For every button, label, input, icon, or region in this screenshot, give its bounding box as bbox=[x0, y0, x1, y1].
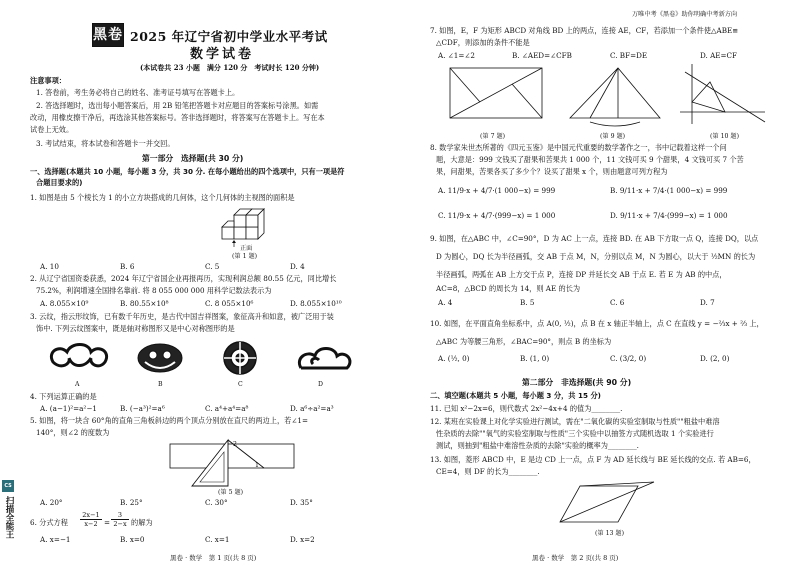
option-d: D. 7 bbox=[700, 298, 715, 307]
option-d: D. 4 bbox=[290, 262, 305, 271]
option-a: A. 8.055×10⁹ bbox=[40, 299, 89, 308]
figure-caption: (第 5 题) bbox=[218, 489, 244, 496]
option-c: C. 6 bbox=[610, 298, 625, 307]
section-one-heading: 合题目要求的) bbox=[36, 178, 83, 187]
option-c: C. (3/2, 0) bbox=[610, 354, 647, 363]
page-footer: 黑卷 · 数学 第 2 页(共 8 页) bbox=[532, 554, 619, 562]
cloud-pattern-a bbox=[51, 345, 106, 366]
question-10: 10. 如图，在平面直角坐标系中，点 A(0, ½)，点 B 在 x 轴正半轴上，点 C 在直线 y = −⅔x + ⅔ 上， bbox=[430, 319, 764, 328]
section-two-heading: 二、填空题(本题共 5 小题，每小题 3 分，共 15 分) bbox=[430, 391, 601, 400]
exam-meta: (本试卷共 23 小题 满分 120 分 考试时长 120 分钟) bbox=[140, 63, 320, 72]
part-two-heading: 第二部分 非选择题(共 90 分) bbox=[522, 378, 632, 387]
notice-line: 2. 答选择题时，选出每小题答案后，用 2B 铅笔把答题卡对应题目的答案标号涂黑。如需 bbox=[36, 101, 319, 110]
option-b: B. 80.55×10⁸ bbox=[120, 299, 169, 308]
option-c: C. 11/9·x + 4/7·(999−x) = 1 000 bbox=[438, 211, 556, 220]
scanner-tagline bbox=[0, 492, 1, 529]
option-b: B. (1, 0) bbox=[520, 354, 550, 363]
option-d: D. x=2 bbox=[290, 535, 315, 544]
figure-caption: (第 10 题) bbox=[710, 133, 740, 140]
option-b: B. (−a³)²=a⁶ bbox=[120, 404, 165, 413]
option-c: C. 5 bbox=[205, 262, 220, 271]
cloud-pattern-c bbox=[224, 342, 256, 374]
question-6: 6. 分式方程 bbox=[30, 518, 68, 527]
question-7: 7. 如图，E，F 为矩形 ABCD 对角线 BD 上的两点，连接 AE，CF，若添加一个条件使△ABE≌ bbox=[430, 26, 739, 35]
scanner-name: 扫描全能王 bbox=[4, 496, 14, 539]
option-b: B. 9/11·x + 7/4·(1 000−x) = 999 bbox=[610, 186, 728, 195]
option-label: C bbox=[238, 381, 243, 388]
part-one-heading: 第一部分 选择题(共 30 分) bbox=[142, 154, 244, 163]
option-d: D. 35° bbox=[290, 498, 313, 507]
rhombus-figure bbox=[550, 480, 660, 528]
notice-line: 改动，用橡皮擦干净后，再选涂其他答案标号。答非选择题时，将答案写在答题卡上。写在本 bbox=[30, 113, 325, 122]
question-8: 8. 数学家朱世杰所著的《四元玉鉴》是中国元代重要的数学著作之一，书中记载着这样一个问 bbox=[430, 143, 727, 152]
cloud-patterns bbox=[45, 340, 355, 380]
question-8: 题，大意是：999 文钱买了甜果和苦果共 1 000 个，11 文钱可买 9 个甜果，4 文钱可买 7 个苦 bbox=[436, 155, 744, 164]
question-7: △CDF，则添加的条件不能是 bbox=[436, 38, 530, 47]
figure-caption: (第 13 题) bbox=[595, 530, 625, 537]
option-d: D. 9/11·x + 7/4·(999−x) = 1 000 bbox=[610, 211, 728, 220]
question-9: D 为圆心，DQ 长为半径画弧，交 AB 于点 M，N，分别以点 M，N 为圆心，以大于 ½MN 的长为 bbox=[436, 252, 756, 261]
question-10: △ABC 为等腰三角形，∠BAC=90°，则点 B 的坐标为 bbox=[436, 337, 612, 346]
option-b: B. ∠AED=∠CFB bbox=[512, 51, 572, 60]
question-9: 9. 如图，在△ABC 中，∠C=90°，D 为 AC 上一点，连接 BD. 在 AB 下方取一点 Q，连接 DQ，以点 bbox=[430, 234, 759, 243]
equals-sign: = bbox=[104, 518, 111, 527]
angle-label: 2 bbox=[233, 441, 237, 448]
option-d: D. a⁶÷a²=a³ bbox=[290, 404, 334, 413]
cloud-pattern-b bbox=[138, 344, 182, 372]
figures-7-9-10 bbox=[440, 62, 770, 130]
option-c: C. 8 055×10⁶ bbox=[205, 299, 254, 308]
option-a: A. 11/9·x + 4/7·(1 000−x) = 999 bbox=[438, 186, 556, 195]
scanner-watermark bbox=[2, 480, 14, 558]
option-b: B. 25° bbox=[120, 498, 143, 507]
cloud-pattern-d bbox=[299, 349, 350, 369]
question-2: 75.2%，利润增速全国排名靠前. 将 8 055 000 000 用科学记数法表示为 bbox=[36, 286, 272, 295]
option-d: D. (2, 0) bbox=[700, 354, 730, 363]
question-11: 11. 已知 x²−2x=6，则代数式 2x²−4x+4 的值为________. bbox=[430, 404, 623, 413]
option-a: A. x=−1 bbox=[40, 535, 71, 544]
notice-line: 3. 考试结束，将本试卷和答题卡一并交回。 bbox=[36, 139, 175, 148]
exam-page-2 bbox=[400, 0, 800, 566]
question-9: AC=8，△BCD 的周长为 14，则 AE 的长为 bbox=[436, 284, 581, 293]
notice-line: 1. 答卷前，考生务必将自己的姓名、准考证号填写在答题卡上。 bbox=[36, 88, 240, 97]
option-a: A. 4 bbox=[438, 298, 453, 307]
option-label: D bbox=[318, 381, 323, 388]
question-3: 3. 云纹，指云形纹饰，已有数千年历史，是古代中国吉祥图案，象征高升和如意，被广泛用于装 bbox=[30, 312, 334, 321]
question-12: 性杂质的去除""氧气的实验室制取与性质"三个实验中以抽签方式随机选取 1 个实验进行 bbox=[436, 429, 714, 438]
notice-heading: 注意事项： bbox=[30, 76, 66, 85]
option-label: A bbox=[75, 381, 80, 388]
fraction-2: 3 2−x bbox=[111, 511, 129, 528]
question-5: 140°，则∠2 的度数为 bbox=[36, 428, 110, 437]
option-d: D. AE=CF bbox=[700, 51, 738, 60]
question-1: 1. 如图是由 5 个棱长为 1 的小立方块搭成的几何体，这个几何体的主视图的面积是 bbox=[30, 193, 295, 202]
question-8: 果，问甜果，苦果各买了多少个？设买了甜果 x 个，则由题意可列方程为 bbox=[436, 167, 668, 176]
option-a: A. 10 bbox=[40, 262, 59, 271]
front-label: 正面 bbox=[240, 245, 253, 252]
option-a: A. 20° bbox=[40, 498, 63, 507]
figure-caption: (第 9 题) bbox=[600, 133, 626, 140]
option-d: D. 8.055×10¹⁰ bbox=[290, 299, 342, 308]
question-13: 13. 如图，菱形 ABCD 中，E 是边 CD 上一点，点 F 为 AD 延长线与 BE 延长线的交点. 若 AB=6， bbox=[430, 455, 756, 464]
brand-slogan: 万唯中考《黑卷》助你明确中考新方向 bbox=[632, 11, 738, 18]
question-9: 半径画弧，两弧在 AB 上方交于点 P，连接 DP 并延长交 AB 于点 E. 若 E 为 AB 的中点， bbox=[436, 270, 727, 279]
option-a: A. (½, 0) bbox=[438, 354, 470, 363]
exam-subtitle: 数学试卷 bbox=[190, 47, 255, 62]
figure-7 bbox=[450, 68, 542, 118]
option-b: B. x=0 bbox=[120, 535, 145, 544]
option-c: C. a⁴+a⁴=a⁸ bbox=[205, 404, 249, 413]
figure-caption: (第 7 题) bbox=[480, 133, 506, 140]
question-4: 4. 下列运算正确的是 bbox=[30, 392, 97, 401]
angle-label: 1 bbox=[255, 462, 259, 469]
scanner-logo: CS bbox=[2, 480, 14, 492]
option-b: B. 5 bbox=[520, 298, 535, 307]
figure-caption: (第 1 题) bbox=[232, 253, 258, 260]
option-c: C. x=1 bbox=[205, 535, 230, 544]
question-3: 饰中. 下列云纹图案中，既是轴对称图形又是中心对称图形的是 bbox=[36, 324, 235, 333]
option-a: A. (a−1)²=a²−1 bbox=[40, 404, 97, 413]
question-12: 12. 某班在实验课上对化学实验进行测试，需在"二氧化碳的实验室制取与性质""粗盐中难溶 bbox=[430, 417, 720, 426]
option-c: C. BF=DE bbox=[610, 51, 648, 60]
fraction-1: 2x−1 x−2 bbox=[80, 511, 102, 528]
heijuan-badge: 黑卷 bbox=[92, 23, 124, 47]
option-a: A. ∠1=∠2 bbox=[438, 51, 475, 60]
question-13: CE=4，则 DF 的长为________. bbox=[436, 467, 540, 476]
question-5: 5. 如图，将一块含 60°角的直角三角板斜边的两个顶点分别放在直尺的两边上，若∠1= bbox=[30, 416, 308, 425]
option-label: B bbox=[158, 381, 163, 388]
option-c: C. 30° bbox=[205, 498, 228, 507]
figure-9 bbox=[570, 68, 660, 126]
exam-title: 2025 年辽宁省初中学业水平考试 bbox=[130, 29, 328, 44]
notice-line: 试卷上无效。 bbox=[30, 125, 74, 134]
question-2: 2. 从辽宁省国资委获悉，2024 年辽宁省国企业再报再历，实现利润总额 80.55 亿元，同比增长 bbox=[30, 274, 337, 283]
question-6-tail: 的解为 bbox=[131, 518, 153, 527]
question-12: 测试，则抽到"粗盐中难溶性杂质的去除"实验的概率为________. bbox=[436, 441, 639, 450]
section-one-heading: 一、选择题(本题共 10 小题，每小题 3 分，共 30 分. 在每小题给出的四个选项中，只有一项是符 bbox=[30, 167, 345, 176]
option-b: B. 6 bbox=[120, 262, 135, 271]
figure-10 bbox=[680, 64, 765, 124]
page-footer: 黑卷 · 数学 第 1 页(共 8 页) bbox=[170, 554, 257, 562]
